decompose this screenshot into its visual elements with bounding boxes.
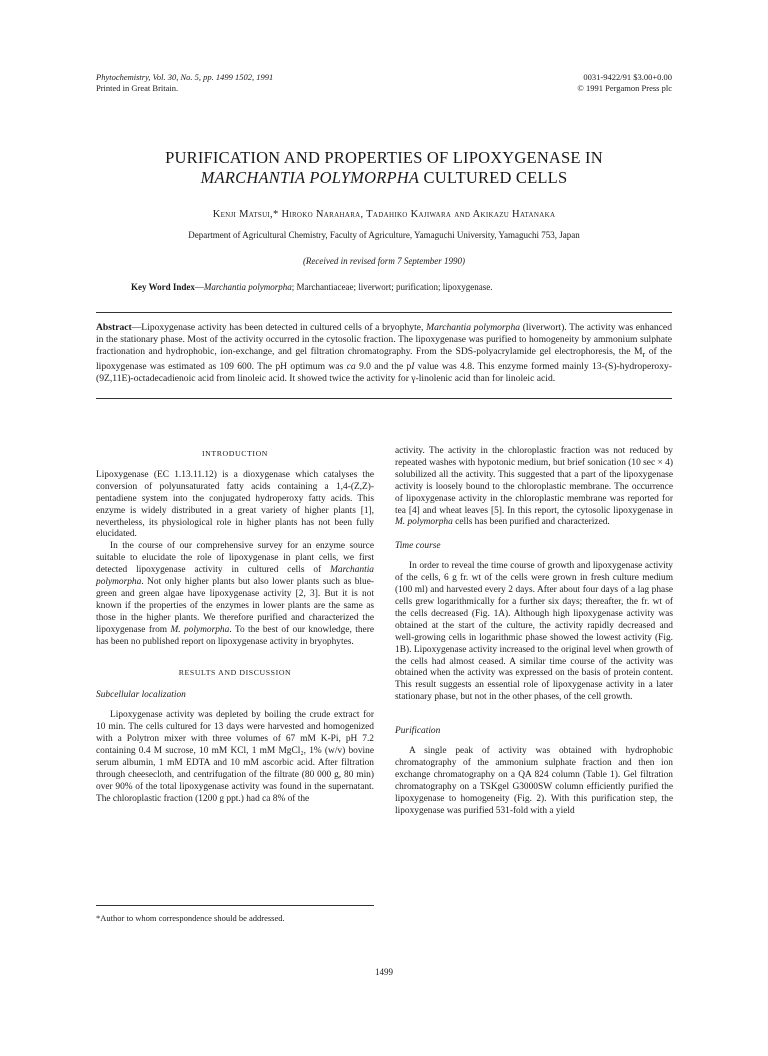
- continued-text: activity. The activity in the chloroplastic fraction was not reduced by repeated washes with hypotonic medium, but brief sonication (10 sec × 4) solubilized all the activity. This suggested that a part of the lipoxygenase activity is loosely bound to the chloroplastic membrane. The occurrence of lipoxygenase activity in the chloroplastic membrane was reported for tea [4] and wheat leaves [5]. In this report, the cytosolic lipoxygenase in: [395, 446, 673, 516]
- copyright-line: © 1991 Pergamon Press plc: [577, 83, 672, 93]
- footnote-rule: [96, 905, 374, 906]
- abstract-ca: ca: [346, 361, 356, 373]
- keyword-dash: —: [194, 282, 204, 292]
- intro-p2-species: Marchantia polymorpha: [96, 565, 374, 588]
- keyword-label: Key Word Index: [131, 282, 195, 292]
- abstract: [96, 322, 672, 385]
- intro-paragraph-1: Lipoxygenase (EC 1.13.11.12) is a dioxygenase which catalyses the conversion of polyunsaturated fatty acids containing a 1,4-(Z,Z)-pentadiene system into the conjugated hydroperoxy fatty acids. This enzyme is widely distributed in a great variety of higher plants [1], nevertheless, its physiological role in higher plants has not been fully elucidated.: [96, 469, 374, 540]
- journal-line: Phytochemistry, Vol. 30, No. 5, pp. 1499 1502, 1991: [96, 72, 274, 82]
- abstract-pi: I: [411, 361, 415, 373]
- keyword-species: Marchantia polymorpha: [203, 282, 292, 292]
- abstract-mr-subscript: r: [642, 350, 646, 360]
- issn-price: 0031-9422/91 $3.00+0.00: [583, 72, 672, 82]
- title-line-2-rest: CULTURED CELLS: [419, 168, 568, 187]
- left-column: [96, 448, 374, 806]
- introduction-heading: INTRODUCTION: [201, 449, 269, 458]
- abstract-text-1: —Lipoxygenase activity has been detected in cultured cells of a bryophyte,: [131, 322, 427, 333]
- continued-text-end: cells has been purified and characterized.: [452, 517, 610, 528]
- abstract-text-5: value was 4.8. This enzyme formed mainly 13-(S)-hydroperoxy-(9Z,11E)-octadecadienoic acid from linoleic acid. It showed twice the activity for γ-linolenic acid than for linoleic acid.: [96, 361, 672, 385]
- abstract-text-3: of the lipoxygenase was estimated as 109 600. The pH optimum was: [96, 346, 672, 373]
- intro-paragraph-2: [96, 541, 374, 648]
- printed-line: Printed in Great Britain.: [96, 83, 179, 93]
- subcellular-heading: Subcellular localization: [96, 690, 186, 701]
- time-course-heading: Time course: [395, 541, 441, 552]
- author-list: Kenji Matsui,* Hiroko Narahara, Tadahiko Kajiwara and Akikazu Hatanaka: [212, 209, 556, 220]
- abstract-text-2: (liverwort). The activity was enhanced in the stationary phase. Most of the activity occurred in the cytosolic fraction. The lipoxygenase was purified to homogeneity by ammonium sulphate fractionation and hydrophobic, ion-exchange, and gel filtration chromatography. From the SDS-polyacrylamide gel electrophoresis, the M: [96, 322, 672, 358]
- abstract-text-4: 9.0 and the p: [355, 361, 412, 373]
- abstract-bottom-rule: [96, 398, 672, 399]
- intro-p2-text-b: . Not only higher plants but also lower plants such as blue-green and green algae have lipoxygenase activity [2, 3]. But it is not known if the properties of the enzymes in lower plants are the same as those in the higher plants. We therefore purified and characterized the lipoxygenase from: [96, 577, 374, 635]
- running-header-right: [577, 72, 672, 94]
- purification-heading: Purification: [395, 726, 441, 737]
- received-date: (Received in revised form 7 September 1990): [302, 256, 466, 266]
- right-column: [395, 446, 673, 817]
- intro-p2-text-c: . To the best of our knowledge, there has been no published report on lipoxygenase activity in bryophytes.: [96, 624, 374, 647]
- subcellular-paragraph: Lipoxygenase activity was depleted by boiling the crude extract for 10 min. The cells cultured for 13 days were harvested and homogenized with a Polytron mixer with three volumes of 67 mM K-Pi, pH 7.2 containing 0.4 M sucrose, 10 mM KCl, 1 mM MgCl₂, 1% (w/v) bovine serum albumin, 1 mM EDTA and 10 mM ascorbic acid. After filtration through cheesecloth, and centrifugation of the filtrate (80 000 g, 80 min) over 90% of the total lipoxygenase activity was found in the supernatant. The chloroplastic fraction (1200 g ppt.) had ca 8% of the: [96, 710, 374, 804]
- abstract-species: Marchantia polymorpha: [426, 322, 521, 333]
- continued-species: M. polymorpha: [395, 517, 453, 528]
- results-heading: RESULTS AND DISCUSSION: [178, 667, 292, 677]
- keyword-index: [131, 282, 671, 292]
- title-species: MARCHANTIA POLYMORPHA: [200, 168, 420, 187]
- intro-p2-species-2: M. polymorpha: [170, 624, 230, 635]
- intro-p2-text-a: In the course of our comprehensive survey for an enzyme source suitable to elucidate the role of lipoxygenase in plant cells, we first detected lipoxygenase activity in cultured cells of: [96, 541, 374, 576]
- keyword-rest: ; Marchantiaceae; liverwort; purification; lipoxygenase.: [291, 282, 493, 292]
- time-course-paragraph: In order to reveal the time course of growth and lipoxygenase activity of the cells, 6 g fr. wt of the cells were grown in fresh culture medium (100 ml) and harvested every 2 days. After about four days of a lag phase cells grew logarithmically for a further six days; thereafter, the fr. wt of the cells decreased (Fig. 1A). Although high lipoxygenase activity was obtained at the start of the culture, the activity rapidly decreased and well-growing cells in logarithmic phase showed the lowest activity (Fig. 1B). Lipoxygenase activity increased to the original level when growth of the cells had almost ceased. A similar time course of the activity was obtained when the activity was expressed on the basis of protein content. This result suggests an essential role of lipoxygenase activity in a later stationary phase, but not in the other phases, of the cell growth.: [395, 561, 673, 703]
- abstract-top-rule: [96, 312, 672, 313]
- purification-paragraph: A single peak of activity was obtained with hydrophobic chromatography of the ammonium sulphate fraction and then ion exchange chromatography on a QA 824 column (Table 1). Gel filtration chromatography on a TSKgel G3000SW column efficiently purified the lipoxygenase to homogeneity (Fig. 2). With this purification step, the lipoxygenase was purified 531-fold with a yield: [395, 746, 673, 816]
- title-line-1: PURIFICATION AND PROPERTIES OF LIPOXYGENASE IN: [165, 148, 603, 167]
- article-title: [96, 148, 672, 188]
- page-number: 1499: [375, 967, 393, 977]
- abstract-label: Abstract: [96, 322, 132, 333]
- title-line-2: [96, 168, 672, 188]
- footnote: *Author to whom correspondence should be addressed.: [96, 913, 285, 923]
- running-header-left: [96, 72, 273, 94]
- affiliation: Department of Agricultural Chemistry, Faculty of Agriculture, Yamaguchi University, Yamaguchi 753, Japan: [188, 230, 580, 240]
- continued-paragraph: [395, 446, 673, 529]
